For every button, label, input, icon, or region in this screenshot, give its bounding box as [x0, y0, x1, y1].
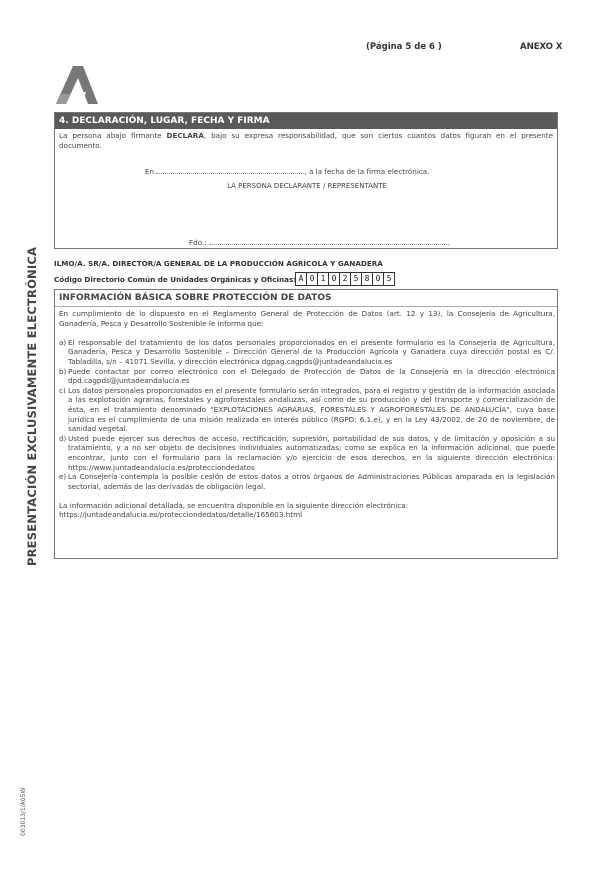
signature-field[interactable]	[209, 236, 449, 245]
data-protection-content	[59, 309, 555, 520]
code-char-box: 8	[361, 272, 373, 286]
dir3-code-label: Código Directorio Común de Unidades Orgánicas y Oficinas:	[54, 275, 297, 284]
additional-info-link[interactable]: https://juntadeandalucia.es/protecciondedatos/detalle/165603.html	[59, 510, 303, 520]
code-char-box: 0	[372, 272, 384, 286]
list-item	[59, 367, 555, 386]
list-text: Puede contactar por correo electrónico con el Delegado de Protección de Datos de la Consejería en la dirección electrónica dpd.cagpds@juntadeandalucia.es	[68, 366, 555, 386]
code-char-box: 0	[306, 272, 318, 286]
signer-label: LA PERSONA DECLARANTE / REPRESENTANTE	[227, 182, 387, 190]
list-text: Los datos personales proporcionados en el presente formulario serán integrados, para el registro y gestión de la información asociada a las explotación agrarias, forestales y agroforestales andaluzas, así como de su producción y del transporte y comercialización de ésta, en el tratamiento denominado "EXPLOTACIONES AGRARIAS, FORESTALES Y AGROFORESTALES DE ANDALUCÍA", cuya base jurídica es el cumplimiento de una misión realizada en interés público (RGPD: 6.1.e), y en la Ley 43/2002, de 20 de noviembre, de sanidad vegetal.	[68, 385, 555, 434]
list-marker: a)	[59, 337, 67, 347]
data-protection-section	[54, 289, 558, 559]
declaration-section	[54, 112, 558, 249]
list-item	[59, 386, 555, 434]
code-char-box: 1	[317, 272, 329, 286]
code-char-box: 2	[339, 272, 351, 286]
place-field[interactable]	[156, 165, 304, 174]
code-char-box: 0	[328, 272, 340, 286]
list-marker: d)	[59, 433, 67, 443]
section-title: 4. DECLARACIÓN, LUGAR, FECHA Y FIRMA	[55, 113, 557, 129]
form-code: 003013/1/A05W	[20, 787, 27, 836]
code-char-box: 5	[350, 272, 362, 286]
list-item	[59, 472, 555, 491]
list-text: Usted puede ejercer sus derechos de acceso, rectificación, supresión, portabilidad de sus datos, y de limitación y oposición a su tratamiento, y a no ser objeto de decisiones individuales automatizadas; como se explica en la información adicional, que puede encontrar, junto con el formulario para la reclamación y/o ejercicio de esos derechos, en la siguiente dirección electrónica: https://www.juntadeandalucia.es/protecciondedatos	[68, 433, 555, 472]
list-text: La Consejería contempla la posible cesión de estos datos a otros órganos de Administraciones Públicas amparada en la legislación sectorial, además de las derivadas de obligación legal.	[68, 472, 555, 491]
data-protection-title: INFORMACIÓN BÁSICA SOBRE PROTECCIÓN DE DATOS	[59, 293, 332, 303]
list-item	[59, 338, 555, 367]
list-marker: c)	[59, 385, 66, 395]
annex-label: ANEXO X	[520, 42, 563, 52]
info-list	[59, 338, 555, 492]
divider	[55, 306, 557, 307]
list-item	[59, 434, 555, 472]
declaration-text: La persona abajo firmante DECLARA, bajo su expresa responsabilidad, que son ciertos cuantos datos figuran en el presente documento.	[59, 131, 553, 150]
recipient: ILMO/A. SR/A. DIRECTOR/A GENERAL DE LA PRODUCCIÓN AGRÍCOLA Y GANADERA	[54, 259, 383, 268]
code-char-box: A	[295, 272, 307, 286]
code-char-box: 5	[383, 272, 395, 286]
list-text: El responsable del tratamiento de los datos personales proporcionados en el presente formulario es la Consejería de Agricultura, Ganadería, Pesca y Desarrollo Sostenible – Dirección General de la Producción Agrícola y Ganadera cuya dirección postal es C/. Tabladilla, s/n – 41071 Sevilla, y dirección electrónica dgpag.cagpds@juntadeandalucia.es	[68, 337, 555, 366]
list-marker: e)	[59, 472, 67, 482]
signature-line: Fdo.:	[189, 236, 449, 247]
junta-andalucia-logo	[52, 64, 98, 104]
page-number: (Página 5 de 6 )	[366, 42, 442, 52]
vertical-presentation-note: PRESENTACIÓN EXCLUSIVAMENTE ELECTRÓNICA	[25, 246, 39, 566]
intro-text: En cumplimiento de lo dispuesto en el Reglamento General de Protección de Datos (art. 12 y 13), la Consejería de Agricultura, Ganadería, Pesca y Desarrollo Sostenible le informa que:	[59, 309, 555, 328]
additional-info: La información adicional detallada, se encuentra disponible en la siguiente dirección electrónica:	[59, 500, 409, 510]
place-line: En , a la fecha de la firma electrónica.	[145, 167, 430, 176]
dir3-code	[296, 272, 395, 286]
list-marker: b)	[59, 366, 67, 376]
